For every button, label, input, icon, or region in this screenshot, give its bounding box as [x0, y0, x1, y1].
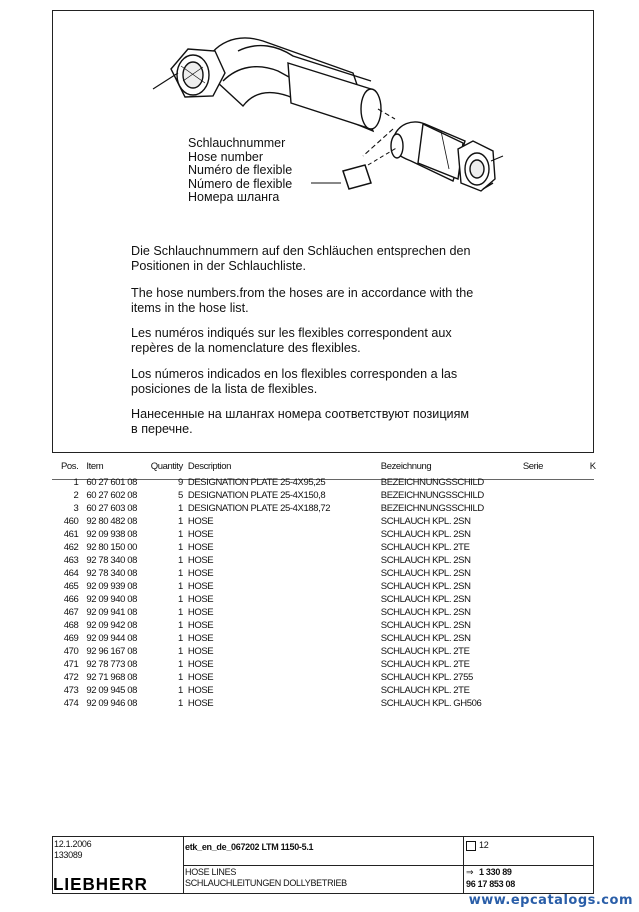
- cell-bezeichnung: BEZEICHNUNGSSCHILD: [380, 490, 484, 501]
- cell-pos: 466: [63, 594, 79, 605]
- cell-bezeichnung: BEZEICHNUNGSSCHILD: [380, 503, 484, 514]
- cell-pos: 462: [63, 542, 79, 553]
- cell-k: [590, 528, 600, 541]
- cell-description: HOSE: [187, 607, 214, 618]
- cell-item: 92 80 150 00: [86, 542, 138, 553]
- cell-serie: [523, 567, 590, 580]
- cell-bezeichnung: SCHLAUCH KPL. 2TE: [380, 542, 470, 553]
- cell-pos: 460: [63, 516, 79, 527]
- cell-serie: [523, 489, 590, 502]
- table-row: [52, 593, 600, 606]
- col-item: Item: [86, 461, 104, 472]
- table-row: [52, 567, 600, 580]
- footer-date: 12.1.2006: [54, 839, 92, 849]
- cell-bezeichnung: SCHLAUCH KPL. 2755: [380, 672, 473, 683]
- cell-quantity: 1: [178, 529, 183, 540]
- paragraph-line: в перечне.: [131, 421, 193, 436]
- paragraph-line: Нанесенные на шлангах номера соответствуют позициям: [131, 407, 470, 421]
- label-fr: Numéro de flexible: [188, 163, 293, 178]
- cell-bezeichnung: SCHLAUCH KPL. 2TE: [380, 685, 470, 696]
- cell-bezeichnung: SCHLAUCH KPL. 2SN: [380, 607, 471, 618]
- cell-bezeichnung: SCHLAUCH KPL. 2SN: [380, 594, 471, 605]
- cell-pos: 3: [73, 503, 79, 514]
- cell-quantity: 1: [178, 672, 183, 683]
- table-row: [52, 671, 600, 684]
- cell-quantity: 1: [178, 503, 183, 514]
- cell-item: 92 09 942 08: [86, 620, 138, 631]
- cell-description: HOSE: [187, 633, 214, 644]
- cell-k: [590, 606, 600, 619]
- liebherr-logo: LIEBHERR: [53, 874, 148, 895]
- cell-k: [590, 476, 600, 489]
- cell-pos: 474: [63, 698, 79, 709]
- cell-serie: [523, 684, 590, 697]
- cell-serie: [523, 554, 590, 567]
- cell-description: HOSE: [187, 659, 214, 670]
- cell-bezeichnung: SCHLAUCH KPL. 2TE: [380, 646, 470, 657]
- watermark[interactable]: www.epcatalogs.com: [468, 893, 633, 908]
- illustration-frame: [52, 10, 594, 453]
- cell-k: [590, 515, 600, 528]
- cell-bezeichnung: SCHLAUCH KPL. 2TE: [380, 659, 470, 670]
- cell-quantity: 1: [178, 685, 183, 696]
- cell-quantity: 1: [178, 659, 183, 670]
- cell-description: DESIGNATION PLATE 25-4X150,8: [187, 490, 326, 501]
- cell-pos: 470: [63, 646, 79, 657]
- cell-item: 92 78 773 08: [86, 659, 138, 670]
- cell-description: DESIGNATION PLATE 25-4X188,72: [187, 503, 331, 514]
- cell-k: [590, 567, 600, 580]
- cell-pos: 468: [63, 620, 79, 631]
- table-row: [52, 489, 600, 502]
- cell-item: 92 09 944 08: [86, 633, 138, 644]
- paragraph-es: [131, 367, 561, 396]
- footer-ref1: 1 330 89: [479, 867, 512, 877]
- table-row: [52, 554, 600, 567]
- col-pos: Pos.: [60, 461, 79, 472]
- cell-serie: [523, 697, 590, 710]
- cell-serie: [523, 476, 590, 489]
- cell-quantity: 1: [178, 568, 183, 579]
- label-de: Schlauchnummer: [188, 136, 286, 150]
- cell-item: 92 09 945 08: [86, 685, 138, 696]
- paragraph-line: posiciones de la lista de flexibles.: [131, 381, 318, 396]
- cell-quantity: 9: [178, 477, 183, 488]
- cell-serie: [523, 645, 590, 658]
- paragraph-line: repères de la nomenclature des flexibles.: [131, 340, 361, 355]
- cell-k: [590, 593, 600, 606]
- cell-pos: 461: [63, 529, 79, 540]
- cell-k: [590, 632, 600, 645]
- cell-quantity: 1: [178, 698, 183, 709]
- table-row: [52, 476, 600, 489]
- cell-pos: 1: [73, 477, 79, 488]
- cell-item: 92 09 946 08: [86, 698, 138, 709]
- table-row: [52, 606, 600, 619]
- cell-description: HOSE: [187, 529, 214, 540]
- table-header-row: [52, 461, 600, 476]
- cell-k: [590, 619, 600, 632]
- cell-k: [590, 580, 600, 593]
- col-serie: Serie: [522, 461, 544, 472]
- cell-quantity: 1: [178, 516, 183, 527]
- col-quantity: Quantity: [150, 461, 183, 472]
- footer-doc-id: etk_en_de_067202 LTM 1150-5.1: [185, 842, 314, 852]
- footer-code: 133089: [54, 850, 83, 860]
- cell-bezeichnung: SCHLAUCH KPL. 2SN: [380, 516, 471, 527]
- cell-item: 60 27 601 08: [86, 477, 138, 488]
- cell-k: [590, 658, 600, 671]
- paragraph-fr: [131, 326, 561, 355]
- cell-serie: [523, 515, 590, 528]
- title-block: [52, 836, 594, 894]
- cell-k: [590, 554, 600, 567]
- cell-item: 92 09 939 08: [86, 581, 138, 592]
- cell-description: HOSE: [187, 685, 214, 696]
- cell-bezeichnung: SCHLAUCH KPL. 2SN: [380, 581, 471, 592]
- cell-description: HOSE: [187, 646, 214, 657]
- paragraph-line: Positionen in der Schlauchliste.: [131, 258, 307, 273]
- cell-description: HOSE: [187, 568, 214, 579]
- label-es: Número de flexible: [188, 176, 293, 191]
- table-row: [52, 528, 600, 541]
- table-body: [52, 476, 600, 710]
- cell-serie: [523, 502, 590, 515]
- cell-bezeichnung: BEZEICHNUNGSSCHILD: [380, 477, 484, 488]
- cell-quantity: 5: [178, 490, 183, 501]
- cell-k: [590, 489, 600, 502]
- paragraph-line: items in the hose list.: [131, 300, 249, 315]
- title-block-divider: [183, 865, 593, 866]
- cell-k: [590, 697, 600, 710]
- paragraph-en: [131, 286, 561, 315]
- page-box-icon: [466, 841, 476, 851]
- cell-item: 92 09 940 08: [86, 594, 138, 605]
- paragraph-line: Les numéros indiqués sur les flexibles correspondent aux: [131, 326, 452, 340]
- cell-item: 92 09 938 08: [86, 529, 138, 540]
- table-row: [52, 658, 600, 671]
- cell-quantity: 1: [178, 646, 183, 657]
- paragraph-line: Los números indicados en los flexibles corresponden a las: [131, 367, 458, 381]
- table-row: [52, 632, 600, 645]
- cell-description: HOSE: [187, 620, 214, 631]
- cell-bezeichnung: SCHLAUCH KPL. 2SN: [380, 555, 471, 566]
- cell-description: DESIGNATION PLATE 25-4X95,25: [187, 477, 326, 488]
- cell-bezeichnung: SCHLAUCH KPL. 2SN: [380, 529, 471, 540]
- hose-number-labels: [188, 137, 292, 205]
- cell-k: [590, 645, 600, 658]
- cell-item: 92 96 167 08: [86, 646, 138, 657]
- cell-item: 92 71 968 08: [86, 672, 138, 683]
- cell-item: 92 80 482 08: [86, 516, 138, 527]
- cell-description: HOSE: [187, 542, 214, 553]
- cell-quantity: 1: [178, 620, 183, 631]
- cell-k: [590, 684, 600, 697]
- cell-quantity: 1: [178, 542, 183, 553]
- cell-item: 60 27 602 08: [86, 490, 138, 501]
- cell-item: 92 09 941 08: [86, 607, 138, 618]
- col-description: Description: [187, 461, 232, 472]
- cell-serie: [523, 632, 590, 645]
- footer-title-en: HOSE LINES: [185, 867, 237, 877]
- table-row: [52, 515, 600, 528]
- cell-serie: [523, 606, 590, 619]
- paragraph-line: The hose numbers.from the hoses are in accordance with the: [131, 286, 474, 300]
- cell-item: 92 78 340 08: [86, 555, 138, 566]
- cell-pos: 465: [63, 581, 79, 592]
- label-ru: Номера шланга: [188, 190, 280, 205]
- cell-serie: [523, 671, 590, 684]
- label-en: Hose number: [188, 149, 264, 164]
- cell-bezeichnung: SCHLAUCH KPL. 2SN: [380, 568, 471, 579]
- cell-item: 60 27 603 08: [86, 503, 138, 514]
- cell-pos: 472: [63, 672, 79, 683]
- cell-pos: 2: [73, 490, 79, 501]
- cell-quantity: 1: [178, 581, 183, 592]
- cell-pos: 463: [63, 555, 79, 566]
- cell-bezeichnung: SCHLAUCH KPL. GH506: [380, 698, 482, 709]
- paragraph-ru: [131, 407, 561, 436]
- cell-quantity: 1: [178, 607, 183, 618]
- paragraph-de: [131, 244, 561, 273]
- cell-item: 92 78 340 08: [86, 568, 138, 579]
- cell-pos: 473: [63, 685, 79, 696]
- table-row: [52, 684, 600, 697]
- paragraph-line: Die Schlauchnummern auf den Schläuchen entsprechen den: [131, 244, 471, 258]
- cell-bezeichnung: SCHLAUCH KPL. 2SN: [380, 620, 471, 631]
- table-row: [52, 645, 600, 658]
- cell-quantity: 1: [178, 555, 183, 566]
- cell-serie: [523, 580, 590, 593]
- cell-serie: [523, 593, 590, 606]
- cell-k: [590, 541, 600, 554]
- cell-serie: [523, 541, 590, 554]
- col-k: K: [589, 461, 596, 472]
- footer-ref2: 96 17 853 08: [466, 879, 515, 889]
- cell-bezeichnung: SCHLAUCH KPL. 2SN: [380, 633, 471, 644]
- cell-k: [590, 502, 600, 515]
- table-row: [52, 580, 600, 593]
- parts-table: [52, 461, 600, 710]
- cell-description: HOSE: [187, 672, 214, 683]
- table-row: [52, 502, 600, 515]
- table-row: [52, 619, 600, 632]
- cell-pos: 464: [63, 568, 79, 579]
- title-block-left: [53, 837, 184, 893]
- cell-serie: [523, 528, 590, 541]
- table-row: [52, 697, 600, 710]
- cell-serie: [523, 619, 590, 632]
- cell-k: [590, 671, 600, 684]
- arrow-right-icon: ⇒: [466, 867, 474, 877]
- col-bezeichnung: Bezeichnung: [380, 461, 432, 472]
- footer-page: 12: [479, 840, 489, 850]
- cell-description: HOSE: [187, 594, 214, 605]
- cell-description: HOSE: [187, 555, 214, 566]
- cell-quantity: 1: [178, 633, 183, 644]
- cell-pos: 467: [63, 607, 79, 618]
- cell-description: HOSE: [187, 516, 214, 527]
- cell-pos: 471: [63, 659, 79, 670]
- cell-quantity: 1: [178, 594, 183, 605]
- cell-description: HOSE: [187, 698, 214, 709]
- cell-pos: 469: [63, 633, 79, 644]
- cell-serie: [523, 658, 590, 671]
- cell-description: HOSE: [187, 581, 214, 592]
- table-row: [52, 541, 600, 554]
- footer-title-de: SCHLAUCHLEITUNGEN DOLLYBETRIEB: [185, 878, 347, 888]
